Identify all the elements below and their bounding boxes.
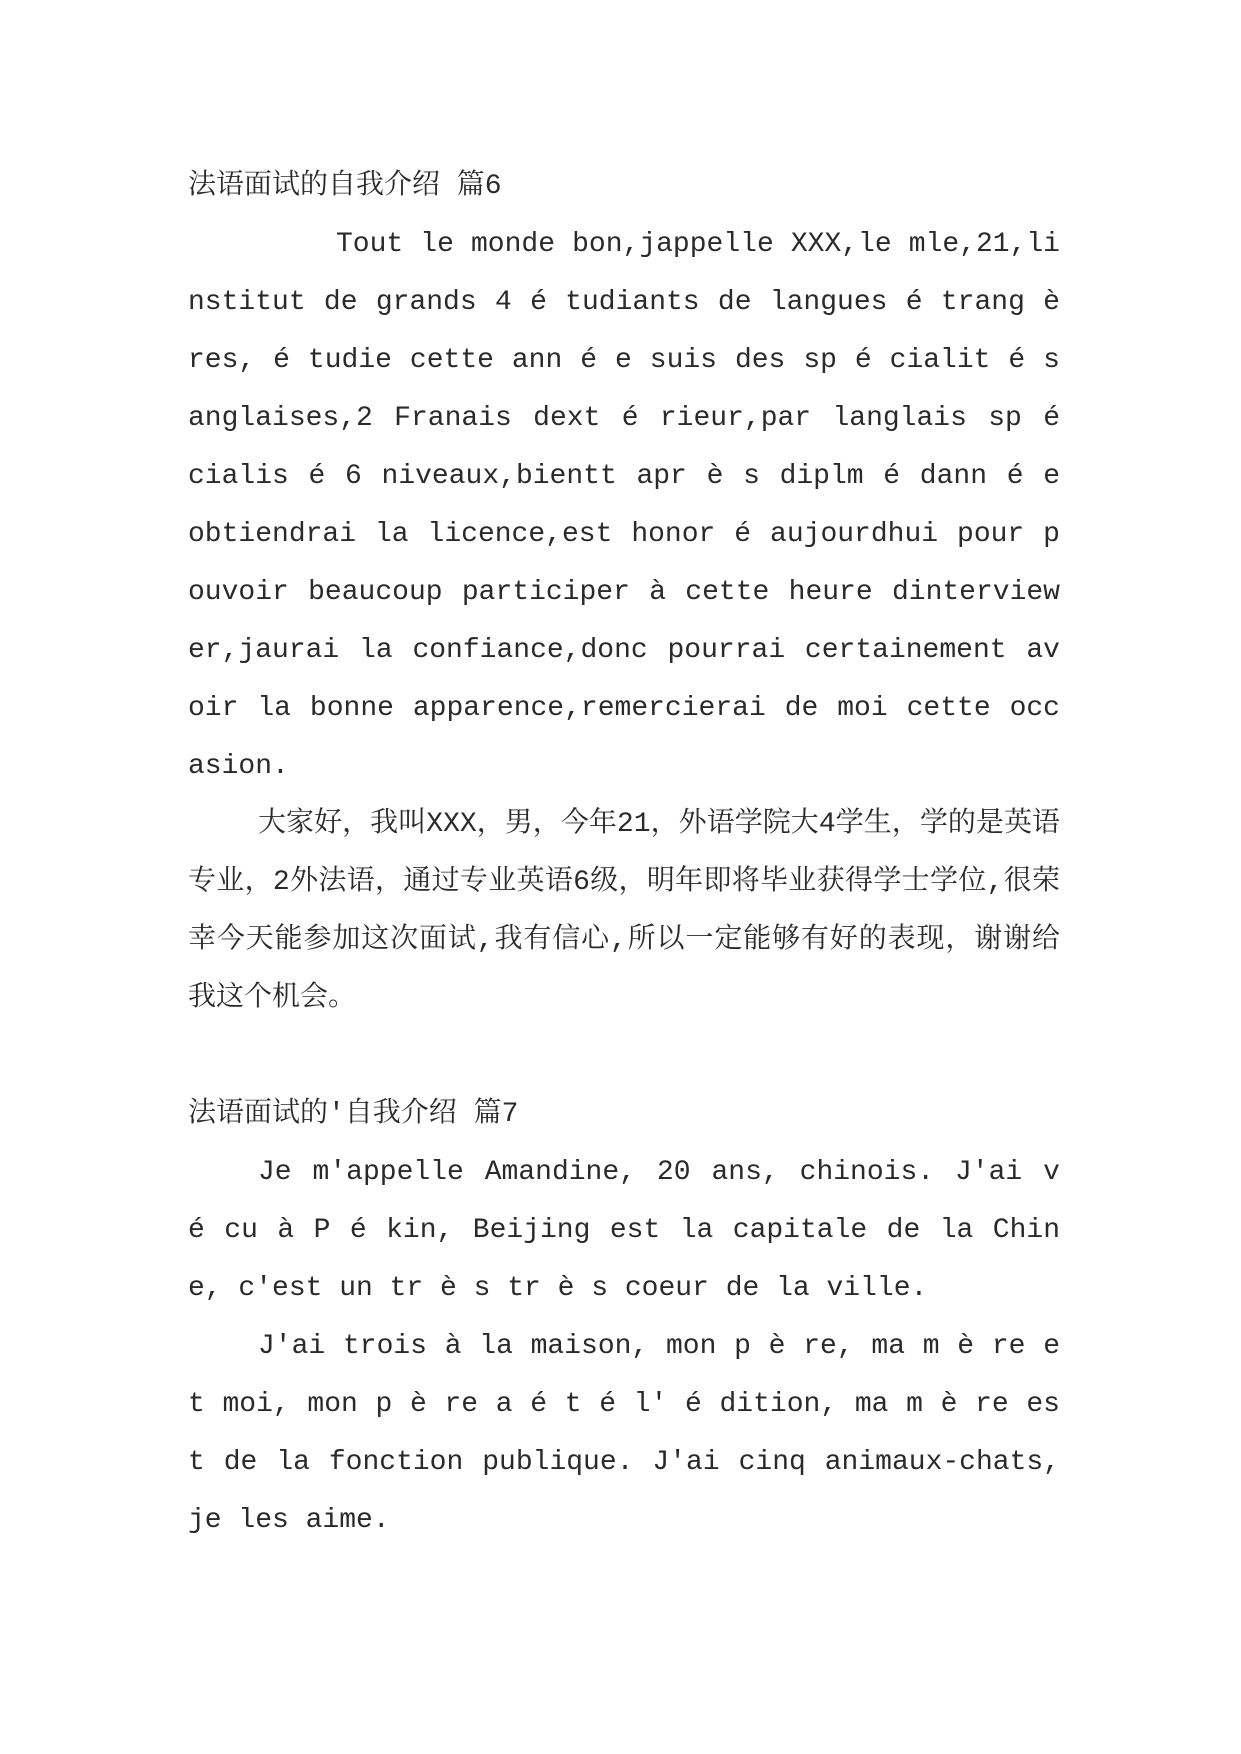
section-heading-7: 法语面试的'自我介绍 篇7 [188, 1099, 519, 1130]
section-heading-6: 法语面试的自我介绍 篇6 [188, 171, 502, 202]
document-body [188, 158, 1060, 1550]
paragraph-french-intro-7a: Je m'appelle Amandine, 20 ans, chinois. J'ai v é cu à P é kin, Beijing est la capitale de la Chine, c'est un tr è s tr è s coeur de la ville. [188, 1157, 1060, 1304]
paragraph-french-intro-7b: J'ai trois à la maison, mon p è re, ma m è re et moi, mon p è re a é t é l' é dition, ma m è re est de la fonction publique. J'ai cinq animaux-chats, je les aime. [188, 1331, 1060, 1536]
paragraph-french-intro-6: Tout le monde bon,jappelle XXX,le mle,21,linstitut de grands 4 é tudiants de langues é trang è res, é tudie cette ann é e suis des sp é cialit é s anglaises,2 Franais dext é rieur,par langlais sp é cialis é 6 niveaux,bientt apr è s diplm é dann é e obtiendrai la licence,est honor é aujourdhui pour pouvoir beaucoup participer à cette heure dinterviewer,jaurai la confiance,donc pourrai certainement avoir la bonne apparence,remercierai de moi cette occasion. [188, 229, 1060, 782]
paragraph-chinese-intro-6: 大家好，我叫XXX，男，今年21，外语学院大4学生，学的是英语专业，2外法语，通过专业英语6级，明年即将毕业获得学士学位,很荣幸今天能参加这次面试,我有信心,所以一定能够有好的表现，谢谢给我这个机会。 [188, 809, 1060, 1014]
